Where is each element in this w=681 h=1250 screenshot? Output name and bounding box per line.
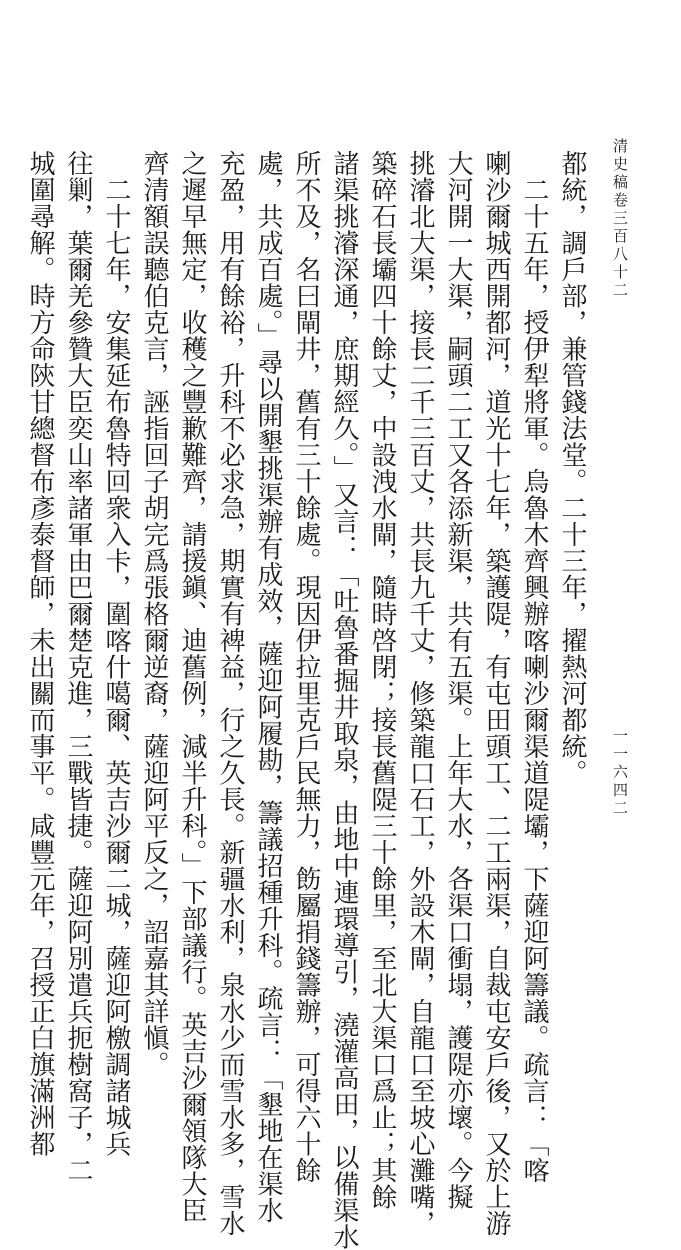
text-column-14: 往剿，葉爾羌參贊大臣奕山率諸軍由巴爾楚克進，三戰皆捷。薩迎阿別遣兵扼樹窩子，二 — [63, 150, 93, 1184]
text-column-9: 處，共成百處。」尋以開墾挑渠辦有成效，薩迎阿履勘，籌議招種升科。疏言：「墾地在渠水 — [253, 150, 283, 1224]
text-column-4: 大河開一大渠，嗣頭二工又各添新渠，共有五渠。上年大水，各渠口衝塌，護隄亦壞。今擬 — [443, 150, 473, 1210]
text-column-3: 喇沙爾城西開都河，道光十七年，築護隄，有屯田頭工、二工兩渠，自裁屯安戶後，又於上游 — [481, 150, 511, 1237]
text-column-8: 所不及，名曰閘井，舊有三十餘處。現因伊拉里克戶民無力，飭屬捐錢籌辦，可得六十餘 — [291, 150, 321, 1184]
text-column-11: 之遲早無定，收穫之豐歉難齊，請援鎭、迪舊例，減半升科。」下部議行。英吉沙爾領隊大臣 — [177, 150, 207, 1224]
text-column-5: 挑濬北大渠，接長二千三百丈，共長九千丈，修築龍口石工，外設木閘，自龍口至坡心灘嘴， — [405, 150, 435, 1237]
text-column-12: 齊清額誤聽伯克言，誣指回子胡完爲張格爾逆裔，薩迎阿平反之，詔嘉其詳愼。 — [139, 150, 169, 1078]
page-number: 一一六四二 — [611, 728, 629, 818]
text-column-7: 諸渠挑濬深通，庶期經久。」又言：「吐魯番掘井取泉，由地中連環導引，澆灌高田，以備渠水 — [329, 150, 359, 1250]
text-column-6: 築碎石長壩四十餘丈，中設洩水閘，隨時啓閉；接長舊隄三十餘里，至北大渠口爲止；其餘 — [367, 150, 397, 1210]
text-column-13: 二十七年，安集延布魯特回衆入卡，圍喀什噶爾、英吉沙爾二城，薩迎阿檄調諸城兵 — [101, 150, 131, 1157]
text-column-15: 城圍尋解。時方命陝甘總督布彥泰督師，未出關而事平。咸豐元年，召授正白旗滿洲都 — [25, 150, 55, 1157]
text-column-10: 充盈，用有餘裕，升科不必求急，期實有裨益，行之久長。新疆水利，泉水少而雪水多，雪水 — [215, 150, 245, 1237]
text-column-1: 都統，調戶部，兼管錢法堂。二十三年，擢熱河都統。 — [557, 150, 587, 786]
text-column-2: 二十五年，授伊犁將軍。烏魯木齊興辦喀喇沙爾渠道隄壩，下薩迎阿籌議。疏言：「喀 — [519, 150, 549, 1184]
running-header-title: 清史稿卷三百八十二 — [611, 138, 629, 300]
